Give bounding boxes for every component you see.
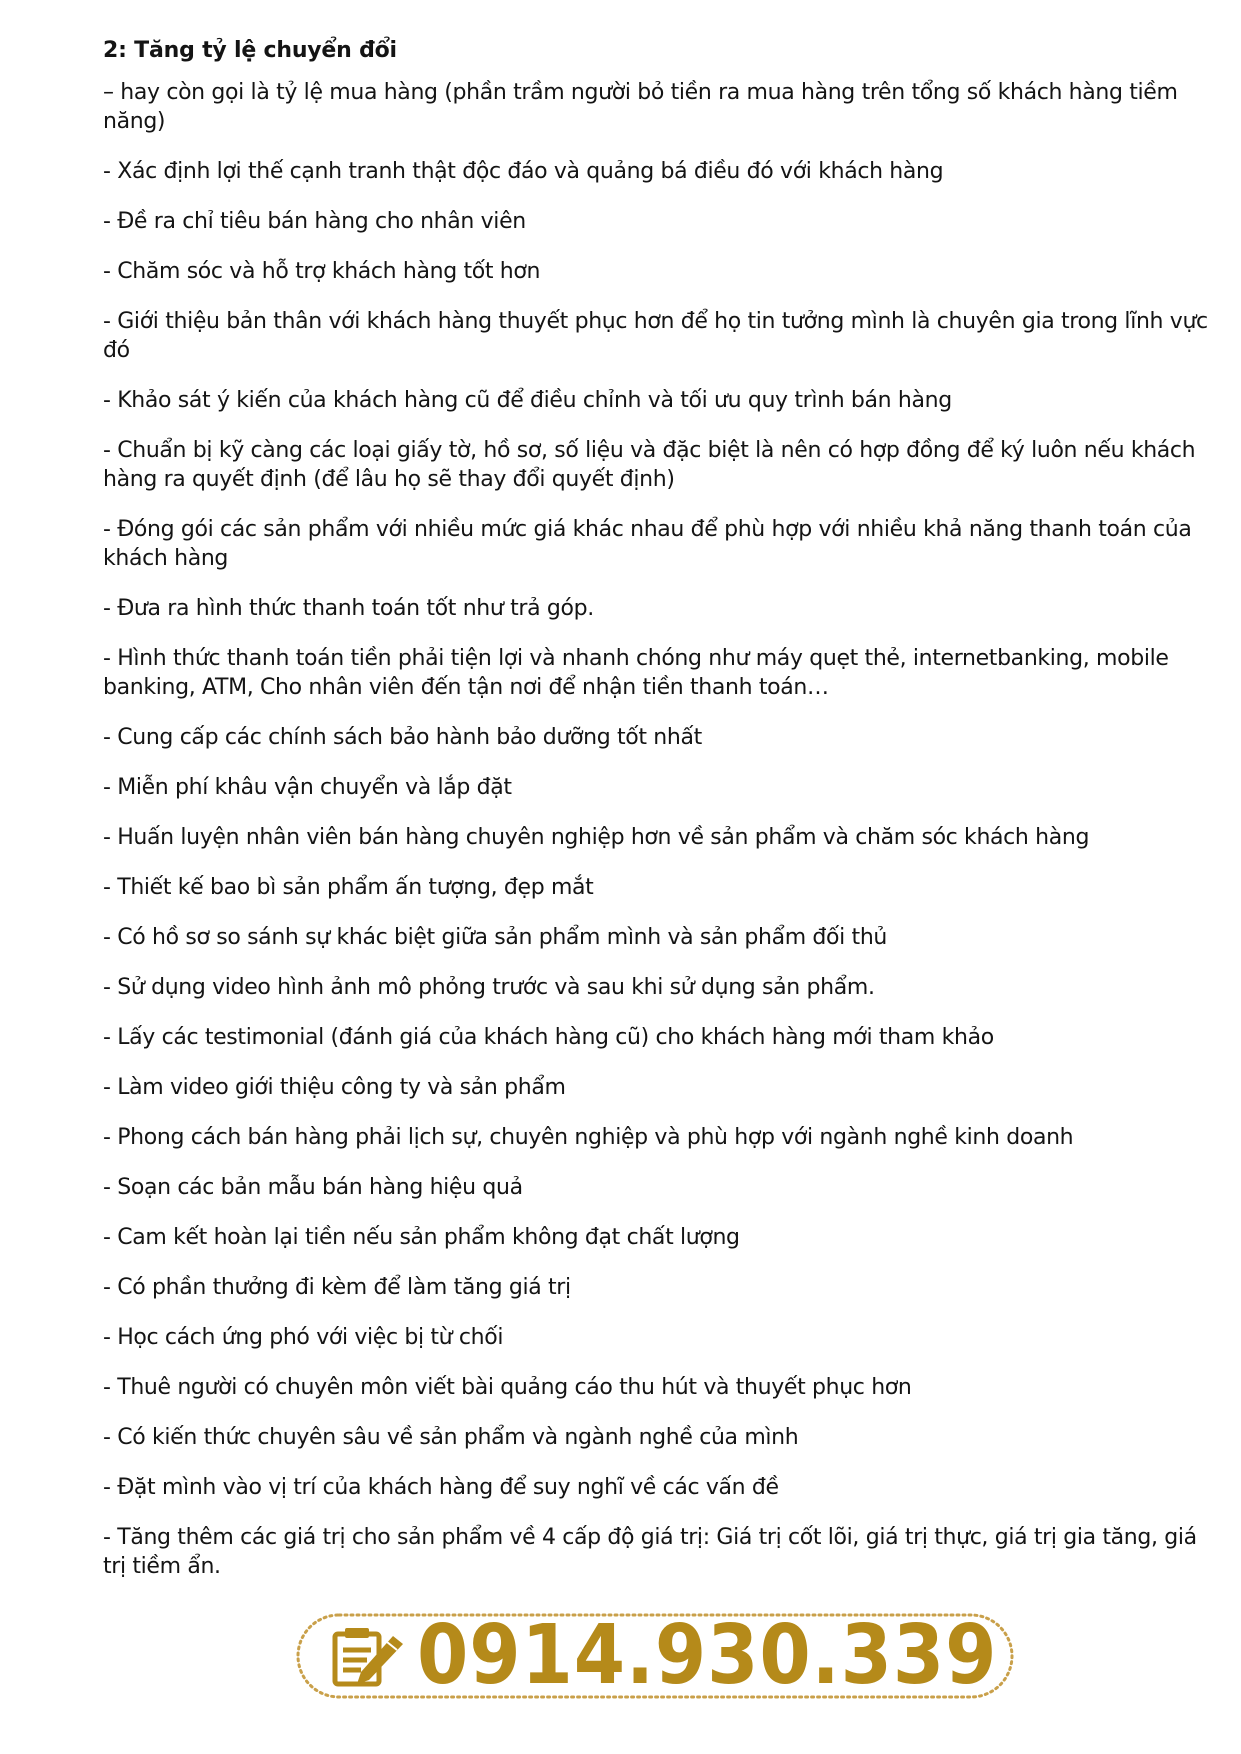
paragraph: - Làm video giới thiệu công ty và sản phẩm: [103, 1075, 566, 1100]
paragraph: - Thiết kế bao bì sản phẩm ấn tượng, đẹp mắt: [103, 875, 594, 900]
paragraph: - Khảo sát ý kiến của khách hàng cũ để điều chỉnh và tối ưu quy trình bán hàng: [103, 388, 952, 413]
notepad-pencil-icon: [331, 1626, 405, 1688]
paragraph: - Giới thiệu bản thân với khách hàng thuyết phục hơn để họ tin tưởng mình là chuyên gia trong lĩnh vực đó: [103, 309, 1208, 363]
paragraph: - Đóng gói các sản phẩm với nhiều mức giá khác nhau để phù hợp với nhiều khả năng thanh toán của khách hàng: [103, 517, 1192, 571]
paragraph: - Sử dụng video hình ảnh mô phỏng trước và sau khi sử dụng sản phẩm.: [103, 975, 875, 1000]
paragraph: - Miễn phí khâu vận chuyển và lắp đặt: [103, 775, 512, 800]
paragraph: - Có kiến thức chuyên sâu về sản phẩm và ngành nghề của mình: [103, 1425, 799, 1450]
paragraph: - Đề ra chỉ tiêu bán hàng cho nhân viên: [103, 209, 526, 234]
phone-number: 0914.930.339: [417, 1608, 998, 1703]
paragraph: - Hình thức thanh toán tiền phải tiện lợi và nhanh chóng như máy quẹt thẻ, internetbanking, mobile banking, ATM, Cho nhân viên đến tận nơi để nhận tiền thanh toán…: [103, 646, 1169, 700]
paragraph: - Huấn luyện nhân viên bán hàng chuyên nghiệp hơn về sản phẩm và chăm sóc khách hàng: [103, 825, 1090, 850]
section-heading: 2: Tăng tỷ lệ chuyển đổi: [103, 38, 397, 63]
paragraph: - Đặt mình vào vị trí của khách hàng để suy nghĩ về các vấn đề: [103, 1475, 779, 1500]
paragraph: - Cam kết hoàn lại tiền nếu sản phẩm không đạt chất lượng: [103, 1225, 740, 1250]
document-body: [103, 36, 1213, 1602]
paragraph: - Chăm sóc và hỗ trợ khách hàng tốt hơn: [103, 259, 541, 284]
paragraph-list: [103, 78, 1213, 1581]
paragraph: - Chuẩn bị kỹ càng các loại giấy tờ, hồ sơ, số liệu và đặc biệt là nên có hợp đồng để ký luôn nếu khách hàng ra quyết định (để lâu họ sẽ thay đổi quyết định): [103, 438, 1196, 492]
paragraph: - Lấy các testimonial (đánh giá của khách hàng cũ) cho khách hàng mới tham khảo: [103, 1025, 994, 1050]
phone-banner[interactable]: [295, 1608, 1015, 1703]
paragraph: – hay còn gọi là tỷ lệ mua hàng (phần trầm người bỏ tiền ra mua hàng trên tổng số khách hàng tiềm năng): [103, 80, 1178, 134]
paragraph: - Đưa ra hình thức thanh toán tốt như trả góp.: [103, 596, 594, 621]
paragraph: - Xác định lợi thế cạnh tranh thật độc đáo và quảng bá điều đó với khách hàng: [103, 159, 944, 184]
paragraph: - Có hồ sơ so sánh sự khác biệt giữa sản phẩm mình và sản phẩm đối thủ: [103, 925, 888, 950]
paragraph: - Học cách ứng phó với việc bị từ chối: [103, 1325, 504, 1350]
paragraph: - Cung cấp các chính sách bảo hành bảo dưỡng tốt nhất: [103, 725, 702, 750]
paragraph: - Phong cách bán hàng phải lịch sự, chuyên nghiệp và phù hợp với ngành nghề kinh doanh: [103, 1125, 1074, 1150]
paragraph: - Thuê người có chuyên môn viết bài quảng cáo thu hút và thuyết phục hơn: [103, 1375, 912, 1400]
paragraph: - Soạn các bản mẫu bán hàng hiệu quả: [103, 1175, 523, 1200]
paragraph: - Tăng thêm các giá trị cho sản phẩm về 4 cấp độ giá trị: Giá trị cốt lõi, giá trị thực, giá trị gia tăng, giá trị tiềm ẩn.: [103, 1525, 1197, 1579]
paragraph: - Có phần thưởng đi kèm để làm tăng giá trị: [103, 1275, 571, 1300]
